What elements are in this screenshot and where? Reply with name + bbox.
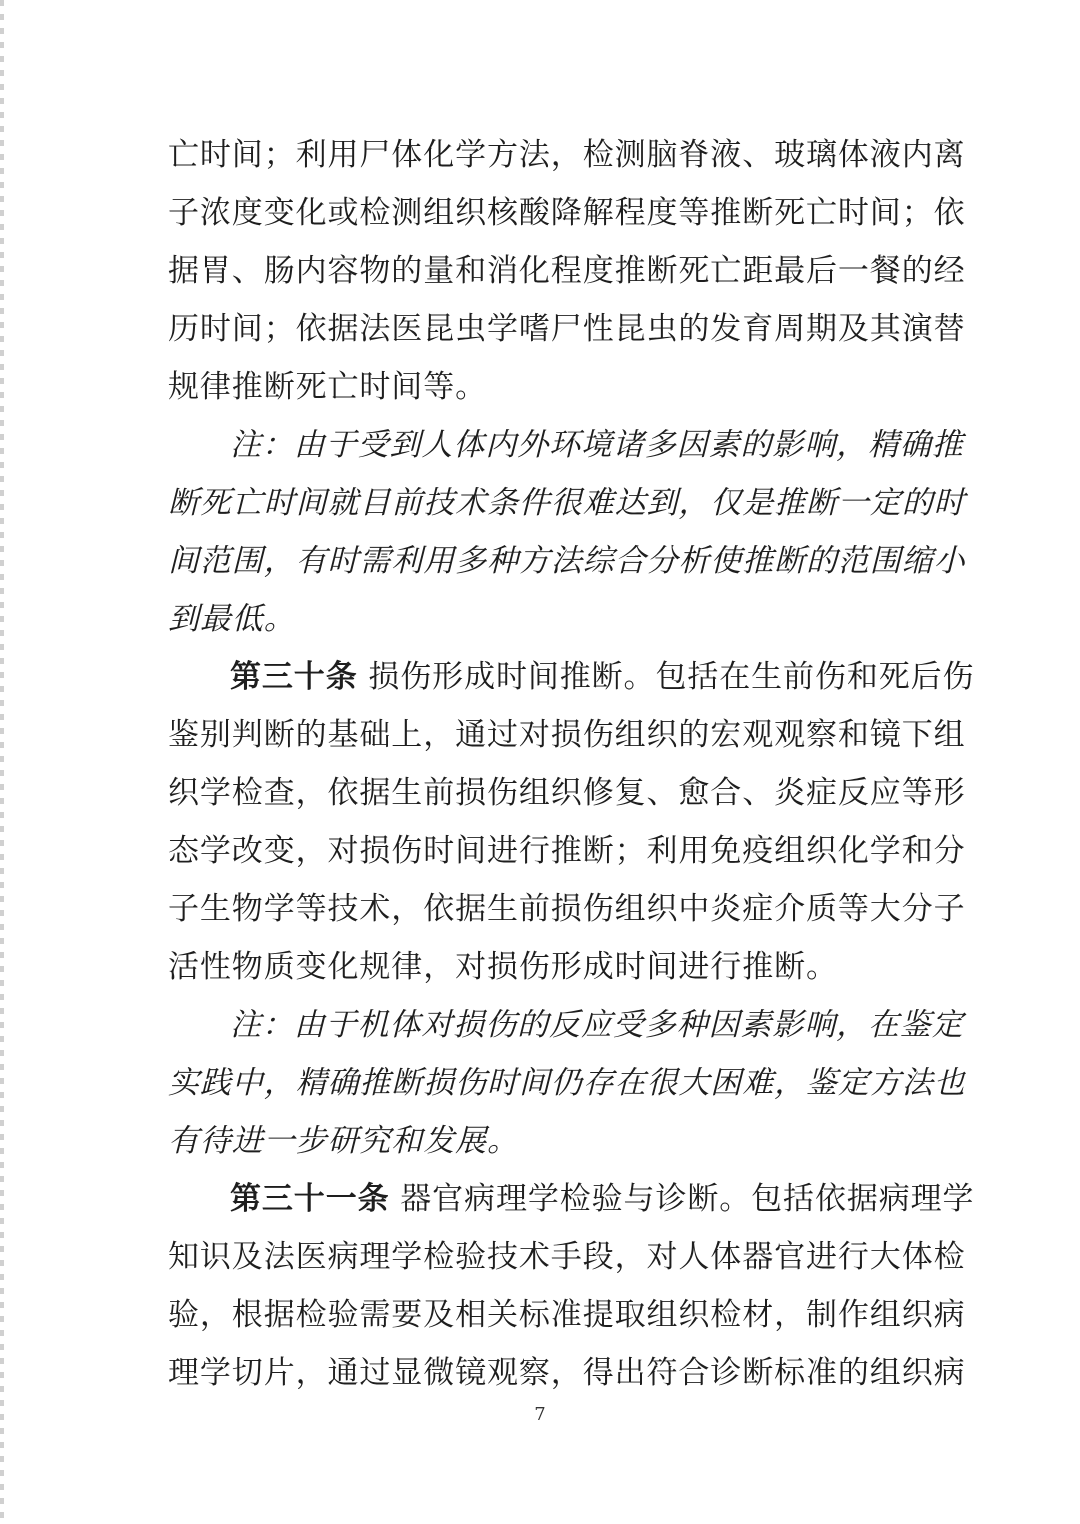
text-line: 规律推断死亡时间等。	[168, 369, 487, 405]
text-line: 历时间；依据法医昆虫学嗜尸性昆虫的发育周期及其演替	[168, 311, 966, 347]
text-line: 子浓度变化或检测组织核酸降解程度等推断死亡时间；依	[168, 195, 966, 231]
text-line: 验，根据检验需要及相关标准提取组织检材，制作组织病	[168, 1297, 966, 1333]
note-line: 实践中，精确推断损伤时间仍存在很大困难，鉴定方法也	[168, 1065, 966, 1101]
note-line: 注：由于机体对损伤的反应受多种因素影响，在鉴定	[230, 1007, 964, 1043]
article-number: 第三十条	[230, 659, 358, 695]
note-line: 断死亡时间就目前技术条件很难达到，仅是推断一定的时	[168, 485, 966, 521]
note-line: 间范围，有时需利用多种方法综合分析使推断的范围缩小	[168, 543, 966, 579]
text-line: 理学切片，通过显微镜观察，得出符合诊断标准的组织病	[168, 1355, 966, 1391]
page-number: 7	[534, 1404, 546, 1425]
scan-edge-mark	[0, 0, 4, 1524]
text-line: 知识及法医病理学检验技术手段，对人体器官进行大体检	[168, 1239, 966, 1275]
text-line: 活性物质变化规律，对损伤形成时间进行推断。	[168, 949, 838, 985]
article-31-line: 第三十一条 器官病理学检验与诊断。包括依据病理学	[230, 1181, 975, 1217]
note-line: 注：由于受到人体内外环境诸多因素的影响，精确推	[230, 427, 964, 463]
text-line: 据胃、肠内容物的量和消化程度推断死亡距最后一餐的经	[168, 253, 966, 289]
text-line: 亡时间；利用尸体化学方法，检测脑脊液、玻璃体液内离	[168, 137, 966, 173]
note-line: 有待进一步研究和发展。	[168, 1123, 519, 1159]
text-line: 子生物学等技术，依据生前损伤组织中炎症介质等大分子	[168, 891, 966, 927]
note-line: 到最低。	[168, 601, 296, 637]
article-30-line: 第三十条 损伤形成时间推断。包括在生前伤和死后伤	[230, 659, 975, 695]
article-number: 第三十一条	[230, 1181, 390, 1217]
text-line: 织学检查，依据生前损伤组织修复、愈合、炎症反应等形	[168, 775, 966, 811]
text-line: 鉴别判断的基础上，通过对损伤组织的宏观观察和镜下组	[168, 717, 966, 753]
text-line: 态学改变，对损伤时间进行推断；利用免疫组织化学和分	[168, 833, 966, 869]
